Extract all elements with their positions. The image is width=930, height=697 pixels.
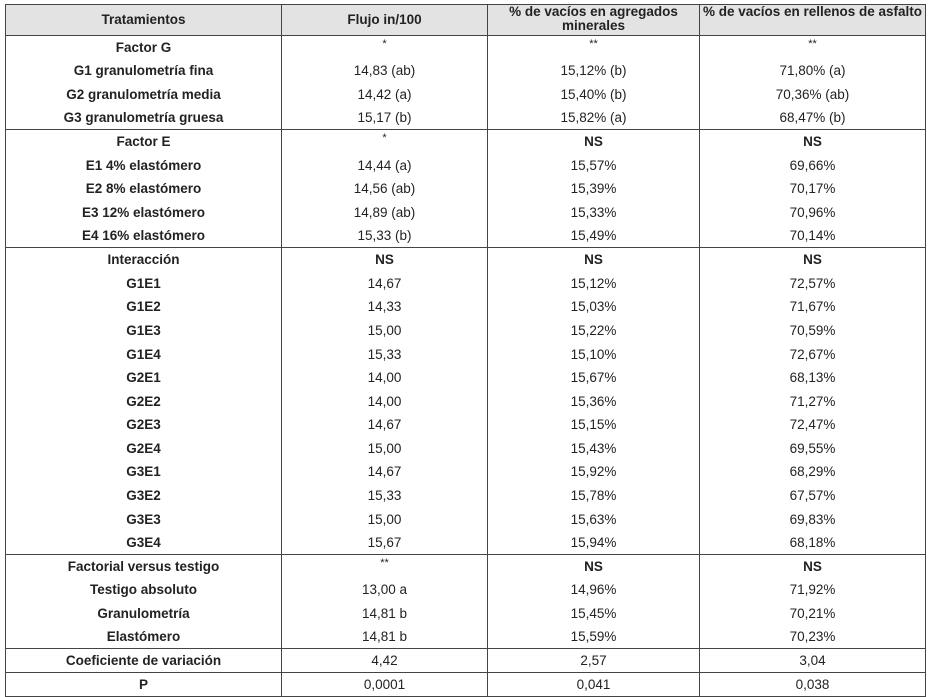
table-cell: 14,67 — [282, 413, 488, 437]
table-body — [6, 36, 926, 697]
table-cell: NS — [700, 248, 926, 272]
row-label: G3 granulometría gruesa — [6, 106, 282, 130]
table-cell: 14,56 (ab) — [282, 177, 488, 201]
table-cell: 15,67% — [488, 366, 700, 390]
row-label: G1E2 — [6, 295, 282, 319]
table-cell: 71,67% — [700, 295, 926, 319]
row-label: G3E1 — [6, 460, 282, 484]
table-cell: 68,18% — [700, 531, 926, 555]
table-row — [6, 673, 926, 697]
row-label: G3E4 — [6, 531, 282, 555]
table-row — [6, 224, 926, 248]
row-label: Coeficiente de variación — [6, 649, 282, 673]
table-cell: 14,67 — [282, 271, 488, 295]
table-cell: 69,55% — [700, 437, 926, 461]
table-cell: 15,15% — [488, 413, 700, 437]
table-row — [6, 649, 926, 673]
table-cell: 14,00 — [282, 366, 488, 390]
table-cell: 15,22% — [488, 319, 700, 343]
table-cell: 4,42 — [282, 649, 488, 673]
table-cell: 14,81 b — [282, 625, 488, 649]
table-cell: 15,49% — [488, 224, 700, 248]
table-cell: ** — [282, 555, 488, 579]
table-cell: 15,57% — [488, 153, 700, 177]
table-cell: 15,59% — [488, 625, 700, 649]
table-cell: 13,00 a — [282, 578, 488, 602]
table-row — [6, 201, 926, 225]
table-cell: 14,67 — [282, 460, 488, 484]
table-cell: 68,29% — [700, 460, 926, 484]
table-row — [6, 389, 926, 413]
table-row — [6, 319, 926, 343]
table-cell: 15,17 (b) — [282, 106, 488, 130]
table-row — [6, 106, 926, 130]
table-cell: 14,33 — [282, 295, 488, 319]
row-label: G1 granulometría fina — [6, 59, 282, 83]
table-cell: 68,47% (b) — [700, 106, 926, 130]
row-label: E4 16% elastómero — [6, 224, 282, 248]
table-row — [6, 83, 926, 107]
row-label: Factor E — [6, 130, 282, 154]
table-cell: 14,00 — [282, 389, 488, 413]
table-cell: 70,23% — [700, 625, 926, 649]
table-row — [6, 531, 926, 555]
table-cell: NS — [488, 248, 700, 272]
table-row — [6, 59, 926, 83]
row-label: E2 8% elastómero — [6, 177, 282, 201]
row-label: G2 granulometría media — [6, 83, 282, 107]
table-cell: 70,17% — [700, 177, 926, 201]
table-cell: 72,57% — [700, 271, 926, 295]
table-cell: 14,81 b — [282, 602, 488, 626]
row-label: G2E4 — [6, 437, 282, 461]
table-row — [6, 271, 926, 295]
table-cell: 69,66% — [700, 153, 926, 177]
table-cell: 67,57% — [700, 484, 926, 508]
table-row — [6, 153, 926, 177]
row-label: G2E3 — [6, 413, 282, 437]
table-cell: 70,14% — [700, 224, 926, 248]
table-cell: 68,13% — [700, 366, 926, 390]
table-row — [6, 437, 926, 461]
table-cell: 3,04 — [700, 649, 926, 673]
table-cell: 69,83% — [700, 507, 926, 531]
table-cell: 14,44 (a) — [282, 153, 488, 177]
table-cell: 14,89 (ab) — [282, 201, 488, 225]
table-cell: 71,27% — [700, 389, 926, 413]
table-cell: ** — [488, 36, 700, 60]
table-cell: 15,94% — [488, 531, 700, 555]
row-label: Interacción — [6, 248, 282, 272]
table-cell: 70,21% — [700, 602, 926, 626]
table-cell: 15,40% (b) — [488, 83, 700, 107]
table-cell: 15,00 — [282, 507, 488, 531]
table-cell: 70,59% — [700, 319, 926, 343]
table-cell: 70,36% (ab) — [700, 83, 926, 107]
table-cell: 15,33 — [282, 484, 488, 508]
row-label: Elastómero — [6, 625, 282, 649]
table-cell: 15,33 (b) — [282, 224, 488, 248]
results-table-container — [5, 4, 925, 697]
row-label: Testigo absoluto — [6, 578, 282, 602]
table-cell: 15,45% — [488, 602, 700, 626]
table-cell: 15,39% — [488, 177, 700, 201]
row-label: Factorial versus testigo — [6, 555, 282, 579]
table-row — [6, 248, 926, 272]
table-cell: 71,92% — [700, 578, 926, 602]
table-row — [6, 578, 926, 602]
table-cell: 15,33% — [488, 201, 700, 225]
table-cell: 15,12% (b) — [488, 59, 700, 83]
row-label: E3 12% elastómero — [6, 201, 282, 225]
table-cell: 15,82% (a) — [488, 106, 700, 130]
header-vacios-agregados: % de vacíos en agregados minerales — [488, 5, 700, 36]
table-cell: ** — [700, 36, 926, 60]
table-cell: * — [282, 130, 488, 154]
row-label: P — [6, 673, 282, 697]
table-row — [6, 295, 926, 319]
table-cell: 0,038 — [700, 673, 926, 697]
table-cell: 15,03% — [488, 295, 700, 319]
table-cell: 15,43% — [488, 437, 700, 461]
row-label: G1E4 — [6, 342, 282, 366]
table-cell: NS — [700, 555, 926, 579]
table-cell: 14,83 (ab) — [282, 59, 488, 83]
table-cell: 0,0001 — [282, 673, 488, 697]
table-cell: 2,57 — [488, 649, 700, 673]
table-cell: 15,10% — [488, 342, 700, 366]
table-row — [6, 130, 926, 154]
table-row — [6, 342, 926, 366]
table-header — [6, 5, 926, 36]
row-label: E1 4% elastómero — [6, 153, 282, 177]
table-cell: 15,67 — [282, 531, 488, 555]
table-row — [6, 484, 926, 508]
table-cell: 15,33 — [282, 342, 488, 366]
table-row — [6, 555, 926, 579]
table-row — [6, 177, 926, 201]
table-cell: 14,96% — [488, 578, 700, 602]
table-row — [6, 625, 926, 649]
table-cell: 15,63% — [488, 507, 700, 531]
table-row — [6, 460, 926, 484]
table-cell: 15,00 — [282, 319, 488, 343]
table-cell: 15,92% — [488, 460, 700, 484]
header-flujo: Flujo in/100 — [282, 5, 488, 36]
table-row — [6, 602, 926, 626]
header-vacios-asfalto: % de vacíos en rellenos de asfalto — [700, 5, 926, 36]
table-cell: NS — [700, 130, 926, 154]
table-cell: 72,47% — [700, 413, 926, 437]
table-cell: 15,00 — [282, 437, 488, 461]
table-row — [6, 366, 926, 390]
row-label: G2E1 — [6, 366, 282, 390]
row-label: G1E1 — [6, 271, 282, 295]
table-cell: * — [282, 36, 488, 60]
row-label: G2E2 — [6, 389, 282, 413]
row-label: G3E2 — [6, 484, 282, 508]
header-tratamientos: Tratamientos — [6, 5, 282, 36]
results-table — [5, 4, 926, 697]
table-cell: 15,36% — [488, 389, 700, 413]
table-cell: 15,12% — [488, 271, 700, 295]
table-cell: NS — [282, 248, 488, 272]
table-row — [6, 413, 926, 437]
row-label: G3E3 — [6, 507, 282, 531]
row-label: G1E3 — [6, 319, 282, 343]
header-row — [6, 5, 926, 36]
table-row — [6, 36, 926, 60]
table-cell: 14,42 (a) — [282, 83, 488, 107]
row-label: Factor G — [6, 36, 282, 60]
table-row — [6, 507, 926, 531]
row-label: Granulometría — [6, 602, 282, 626]
table-cell: 72,67% — [700, 342, 926, 366]
table-cell: NS — [488, 555, 700, 579]
table-cell: 71,80% (a) — [700, 59, 926, 83]
table-cell: 15,78% — [488, 484, 700, 508]
table-cell: NS — [488, 130, 700, 154]
table-cell: 70,96% — [700, 201, 926, 225]
table-cell: 0,041 — [488, 673, 700, 697]
